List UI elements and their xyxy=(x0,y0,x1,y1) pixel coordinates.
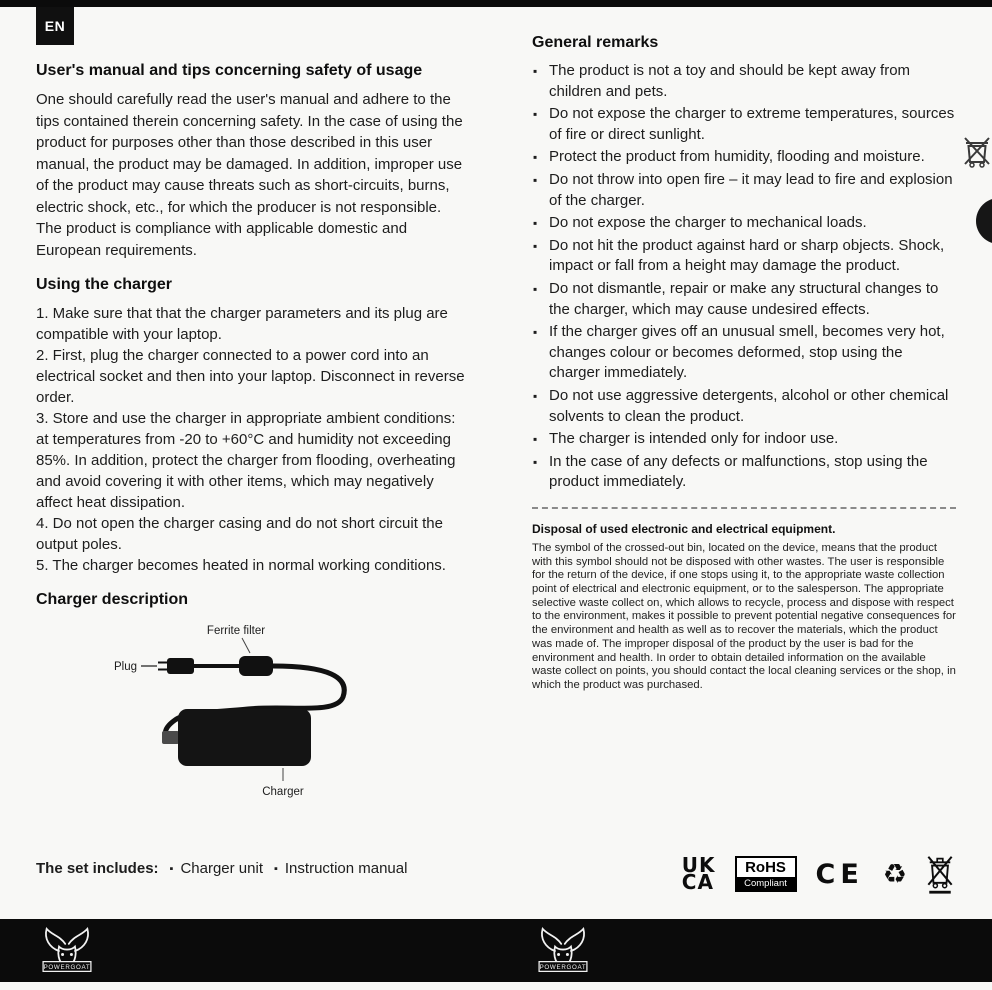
remark-item: ▪ Do not dismantle, repair or make any structural changes to the charger, which may cause undesired effects. xyxy=(532,279,956,320)
general-remarks-list xyxy=(532,61,956,493)
certification-logos xyxy=(682,853,954,895)
charger-description-heading: Charger description xyxy=(36,591,189,608)
remark-item: ▪ Do not expose the charger to mechanical loads. xyxy=(532,213,956,234)
footer-black-bar xyxy=(0,919,992,982)
intro-paragraph: One should carefully read the user's manual and adhere to the tips contained therein concerning safety. In the case of using the product for purposes other than those described in this user manual, the product may be damaged. In addition, improper use of the product may cause threats such as short-circuits, burns, electric shock, etc., for which the producer is not responsible. The product is compliance with applicable domestic and European requirements. xyxy=(36,91,463,259)
weee-crossed-bin-icon xyxy=(926,853,954,895)
goat-eye xyxy=(70,953,73,956)
remark-item: ▪ Do not throw into open fire – it may lead to fire and explosion of the charger. xyxy=(532,170,956,211)
ukca-line2: CA xyxy=(681,870,714,894)
set-includes-line xyxy=(36,860,407,877)
charger-input-connector xyxy=(162,731,179,744)
left-column xyxy=(36,62,470,919)
general-remarks-heading: General remarks xyxy=(532,34,659,51)
ukca-mark xyxy=(681,853,716,894)
ferrite-filter-body xyxy=(239,656,273,676)
disposal-heading: Disposal of used electronic and electrical equipment. xyxy=(532,521,836,536)
ferrite-pointer-line xyxy=(242,638,250,653)
goat-eye xyxy=(566,953,569,956)
language-badge-label: EN xyxy=(44,18,66,34)
remark-item: ▪ Do not hit the product against hard or sharp objects. Shock, impact or fall from a height may damage the product. xyxy=(532,236,956,277)
goat-eye xyxy=(61,953,64,956)
recycle-icon: ♻ xyxy=(882,858,907,890)
using-charger-heading: Using the charger xyxy=(36,276,173,293)
set-includes-label: The set includes: xyxy=(36,860,159,877)
ferrite-filter-label: Ferrite filter xyxy=(206,625,266,637)
remark-item: ▪ Protect the product from humidity, flooding and moisture. xyxy=(532,147,956,168)
remark-item: ▪ The product is not a toy and should be kept away from children and pets. xyxy=(532,61,956,102)
set-includes-item: ▪ Instruction manual xyxy=(263,860,407,877)
edge-print-artifact xyxy=(976,198,992,244)
ukca-line1: UK xyxy=(681,853,716,877)
brand-name: POWERGOAT xyxy=(43,963,91,971)
ce-mark: CE xyxy=(815,858,864,890)
rohs-title: RoHS xyxy=(745,859,786,876)
edge-crossed-bin-icon xyxy=(962,136,992,170)
remark-item: ▪ Do not use aggressive detergents, alcohol or other chemical solvents to clean the product. xyxy=(532,386,956,427)
step-item: 5. The charger becomes heated in normal working conditions. xyxy=(36,557,446,574)
using-charger-steps xyxy=(36,303,470,576)
charger-diagram xyxy=(36,619,470,805)
rohs-compliant-label: Compliant xyxy=(737,877,795,890)
step-item: 4. Do not open the charger casing and do not short circuit the output poles. xyxy=(36,515,443,553)
powergoat-logo xyxy=(532,926,594,976)
plug-label: Plug xyxy=(113,661,137,673)
powergoat-logo xyxy=(36,926,98,976)
rohs-mark xyxy=(735,856,797,892)
right-column xyxy=(532,34,956,919)
step-item: 1. Make sure that that the charger parameters and its plug are compatible with your laptop. xyxy=(36,305,448,343)
brand-name: POWERGOAT xyxy=(539,963,587,971)
set-includes-item: ▪ Charger unit xyxy=(159,860,263,877)
remark-item: ▪ In the case of any defects or malfunctions, stop using the product immediately. xyxy=(532,452,956,493)
step-item: 3. Store and use the charger in appropriate ambient conditions: at temperatures from -20 to +60°C and humidity not exceeding 85%. In addition, protect the charger from flooding, overheating and avoid covering it with other items, which may negatively affect heat dissipation. xyxy=(36,410,456,511)
charger-label: Charger xyxy=(262,786,304,798)
language-badge xyxy=(36,7,74,45)
charger-brick xyxy=(178,709,311,766)
step-item: 2. First, plug the charger connected to a power cord into an electrical socket and then into your laptop. Disconnect in reverse order. xyxy=(36,347,465,406)
top-black-bar xyxy=(0,0,992,7)
remark-item: ▪ The charger is intended only for indoor use. xyxy=(532,429,956,450)
goat-eye xyxy=(557,953,560,956)
disposal-paragraph: The symbol of the crossed-out bin, located on the device, means that the product with this symbol should not be disposed with other wastes. The user is responsible for the return of the device, if one stops using it, to the appropriate waste collection point of electrical and electronic equipment, or to the salesperson. The appropriate selective waste collect on, which allows to recycle, process and dispose with respect to the environment, makes it possible to prevent potential negative consequences for the environment and health as well as to recover the materials, which the product was made of. The improper disposal of the product by the user is bad for the environment and health. In order to obtain detailed information on the available waste collect on points, you should contact the local cleaning services or the shop, in which the product was purchased. xyxy=(532,541,956,691)
intro-heading: User's manual and tips concerning safety of usage xyxy=(36,62,423,79)
remark-item: ▪ Do not expose the charger to extreme temperatures, sources of fire or direct sunlight. xyxy=(532,104,956,145)
dashed-divider xyxy=(532,507,956,509)
plug-body xyxy=(167,658,194,674)
remark-item: ▪ If the charger gives off an unusual smell, becomes very hot, changes colour or becomes deformed, stop using the charger immediately. xyxy=(532,322,956,384)
